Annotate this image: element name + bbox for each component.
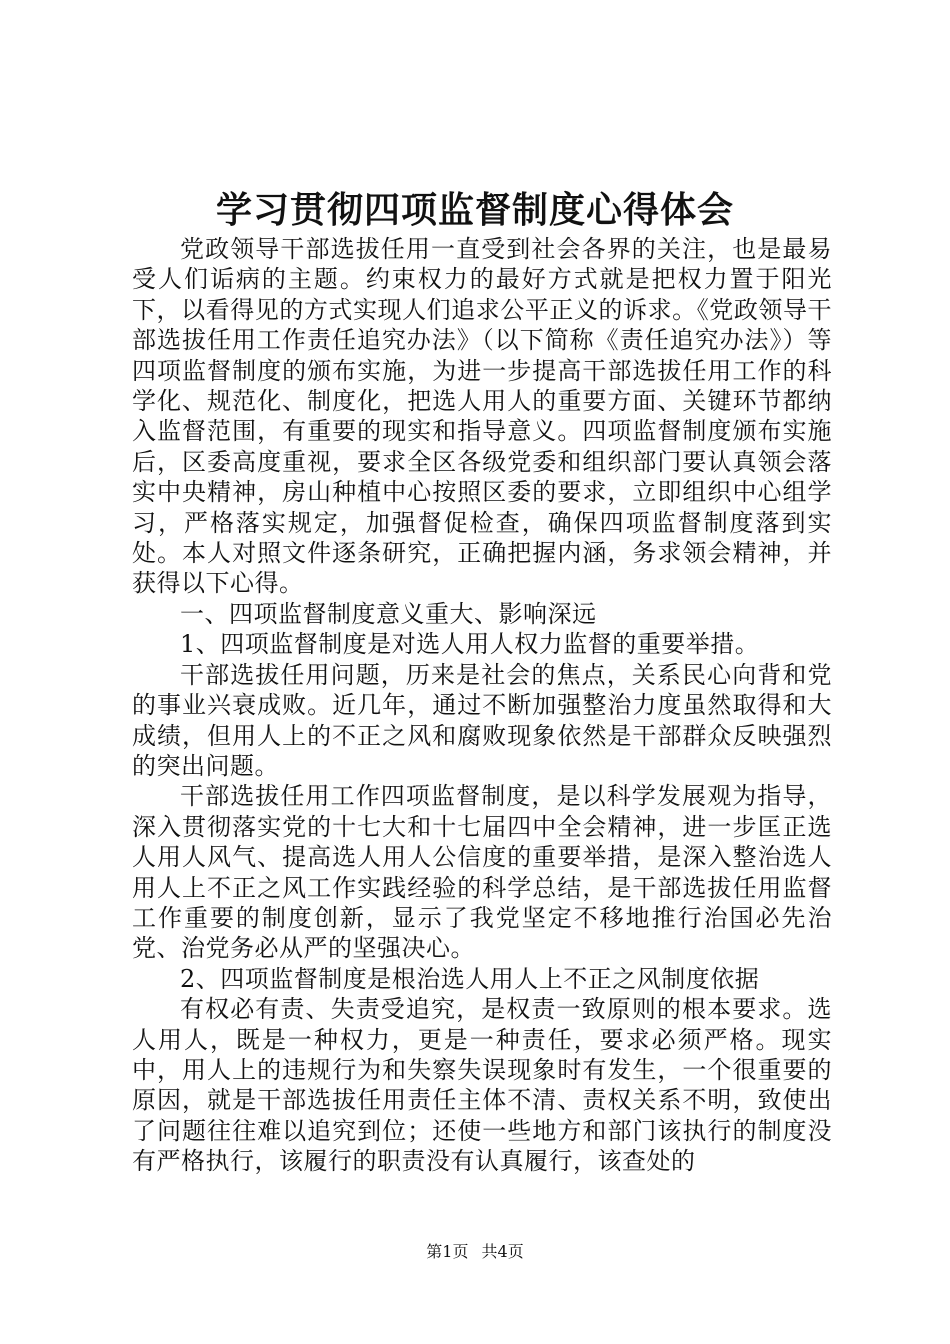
document-title: 学习贯彻四项监督制度心得体会	[215, 189, 734, 231]
paragraph-intro: 党政领导干部选拔任用一直受到社会各界的关注，也是最易受人们诟病的主题。约束权力的最好方式就是把权力置于阳光下，以看得见的方式实现人们追求公平正义的诉求。《党政领导干部选拔任用工作责任追究办法》（以下简称《责任追究办法》）等四项监督制度的颁布实施，为进一步提高干部选拔任用工作的科学化、规范化、制度化，把选人用人的重要方面、关键环节都纳入监督范围，有重要的现实和指导意义。四项监督制度颁布实施后，区委高度重视，要求全区各级党委和组织部门要认真领会落实中央精神，房山种植中心按照区委的要求，立即组织中心组学习，严格落实规定，加强督促检查，确保四项监督制度落到实处。本人对照文件逐条研究，正确把握内涵，务求领会精神，并获得以下心得。	[132, 235, 832, 598]
page-number: 第1页	[426, 1242, 469, 1261]
paragraph: 干部选拔任用问题，历来是社会的焦点，关系民心向背和党的事业兴衰成败。近几年，通过不断加强整治力度虽然取得和大成绩，但用人上的不正之风和腐败现象依然是干部群众反映强烈的突出问题。	[132, 660, 832, 780]
subheading-1: 1、四项监督制度是对选人用人权力监督的重要举措。	[180, 630, 760, 659]
document-body	[132, 234, 832, 1177]
subheading-2: 2、四项监督制度是根治选人用人上不正之风制度依据	[180, 964, 760, 993]
paragraph: 干部选拔任用工作四项监督制度，是以科学发展观为指导，深入贯彻落实党的十七大和十七届四中全会精神，进一步匡正选人用人风气、提高选人用人公信度的重要举措，是深入整治选人用人上不正之风工作实践经验的科学总结，是干部选拔任用监督工作重要的制度创新，显示了我党坚定不移地推行治国必先治党、治党务必从严的坚强决心。	[132, 782, 832, 963]
page-total: 共4页	[481, 1242, 524, 1261]
paragraph: 有权必有责、失责受追究，是权责一致原则的根本要求。选人用人，既是一种权力，更是一种责任，要求必须严格。现实中，用人上的违规行为和失察失误现象时有发生，一个很重要的原因，就是干部选拔任用责任主体不清、责权关系不明，致使出了问题往往难以追究到位；还使一些地方和部门该执行的制度没有严格执行，该履行的职责没有认真履行，该查处的	[132, 995, 832, 1176]
page-footer	[0, 1242, 950, 1262]
section-heading-1: 一、四项监督制度意义重大、影响深远	[180, 599, 597, 628]
